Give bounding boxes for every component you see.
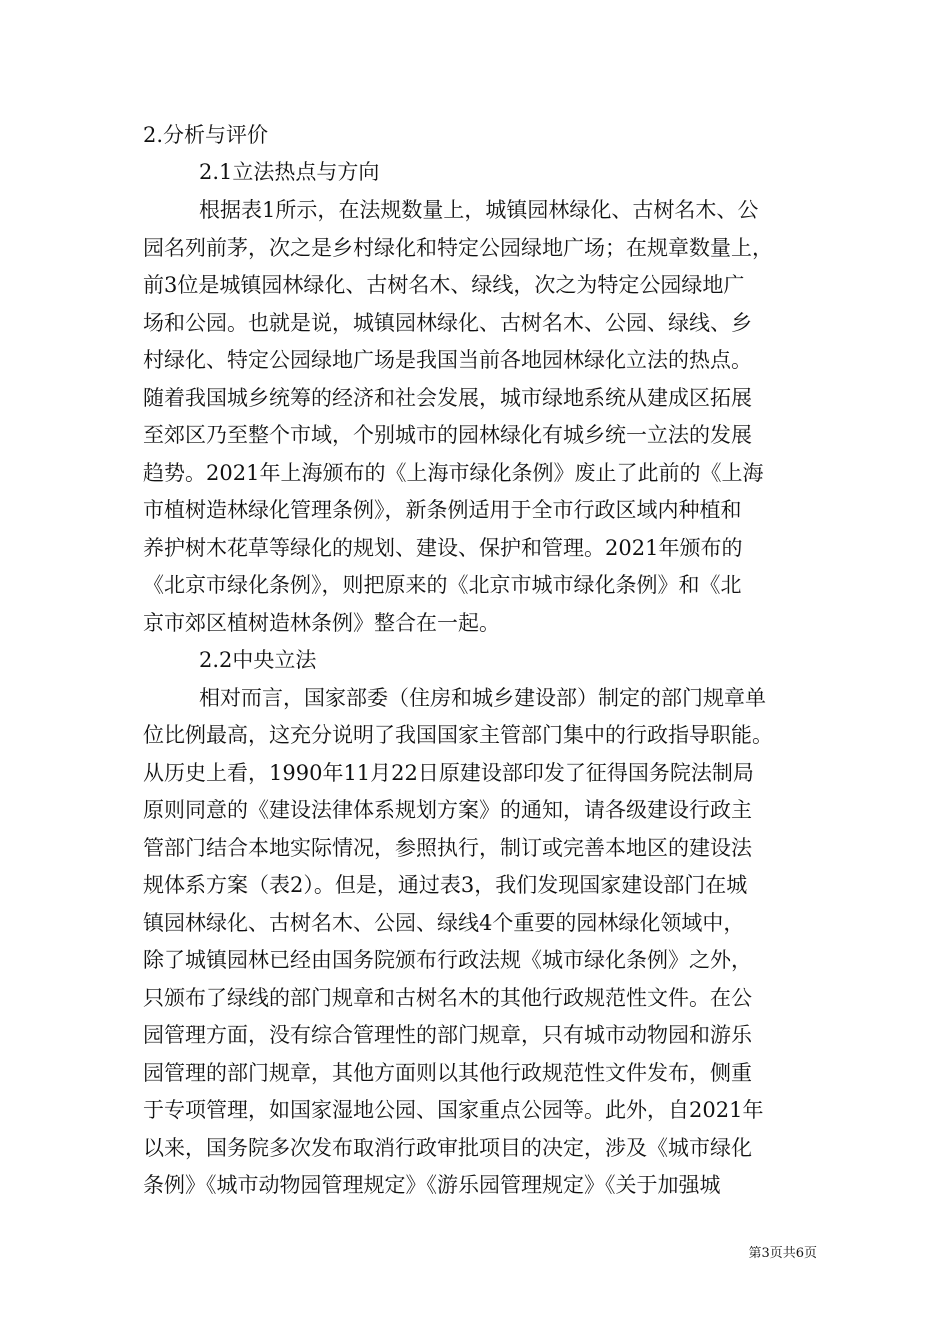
paragraph-line: 园管理的部门规章，其他方面则以其他行政规范性文件发布，侧重 (143, 1061, 752, 1085)
page-number-footer: 第3页共6页 (748, 1246, 817, 1261)
paragraph-line: 于专项管理，如国家湿地公园、国家重点公园等。此外，自2021年 (143, 1098, 764, 1122)
paragraph-line: 镇园林绿化、古树名木、公园、绿线4个重要的园林绿化领域中， (143, 911, 745, 935)
paragraph-line: 趋势。2021年上海颁布的《上海市绿化条例》废止了此前的《上海 (143, 461, 764, 485)
paragraph-line: 随着我国城乡统筹的经济和社会发展，城市绿地系统从建成区拓展 (143, 386, 752, 410)
paragraph-line: 《北京市绿化条例》，则把原来的《北京市城市绿化条例》和《北 (143, 573, 742, 597)
paragraph-line: 前3位是城镇园林绿化、古树名木、绿线，次之为特定公园绿地广 (143, 273, 745, 297)
paragraph-line: 从历史上看，1990年11月22日原建设部印发了征得国务院法制局 (143, 761, 754, 785)
paragraph-line: 养护树木花草等绿化的规划、建设、保护和管理。2021年颁布的 (143, 536, 743, 560)
paragraph-line: 相对而言，国家部委（住房和城乡建设部）制定的部门规章单 (199, 686, 766, 710)
paragraph-line: 位比例最高，这充分说明了我国国家主管部门集中的行政指导职能。 (143, 723, 773, 747)
paragraph-line: 规体系方案（表2）。但是，通过表3，我们发现国家建设部门在城 (143, 873, 748, 897)
paragraph-line: 至郊区乃至整个市域，个别城市的园林绿化有城乡统一立法的发展 (143, 423, 752, 447)
paragraph-line: 园管理方面，没有综合管理性的部门规章，只有城市动物园和游乐 (143, 1023, 752, 1047)
paragraph-line: 场和公园。也就是说，城镇园林绿化、古树名木、公园、绿线、乡 (143, 311, 752, 335)
subsection-heading-2-2: 2.2中央立法 (199, 648, 317, 672)
paragraph-line: 市植树造林绿化管理条例》，新条例适用于全市行政区域内种植和 (143, 498, 742, 522)
paragraph-line: 只颁布了绿线的部门规章和古树名木的其他行政规范性文件。在公 (143, 986, 752, 1010)
paragraph-line: 条例》《城市动物园管理规定》《游乐园管理规定》《关于加强城 (143, 1173, 721, 1197)
paragraph-line: 以来，国务院多次发布取消行政审批项目的决定，涉及《城市绿化 (143, 1136, 752, 1160)
paragraph-line: 京市郊区植树造林条例》整合在一起。 (143, 611, 500, 635)
paragraph-line: 园名列前茅，次之是乡村绿化和特定公园绿地广场；在规章数量上， (143, 236, 773, 260)
paragraph-line: 根据表1所示，在法规数量上，城镇园林绿化、古树名木、公 (199, 198, 759, 222)
paragraph-line: 除了城镇园林已经由国务院颁布行政法规《城市绿化条例》之外， (143, 948, 752, 972)
paragraph-line: 村绿化、特定公园绿地广场是我国当前各地园林绿化立法的热点。 (143, 348, 752, 372)
subsection-heading-2-1: 2.1立法热点与方向 (199, 160, 380, 184)
paragraph-line: 管部门结合本地实际情况，参照执行，制订或完善本地区的建设法 (143, 836, 752, 860)
paragraph-line: 原则同意的《建设法律体系规划方案》的通知，请各级建设行政主 (143, 798, 752, 822)
section-heading: 2.分析与评价 (143, 123, 269, 147)
